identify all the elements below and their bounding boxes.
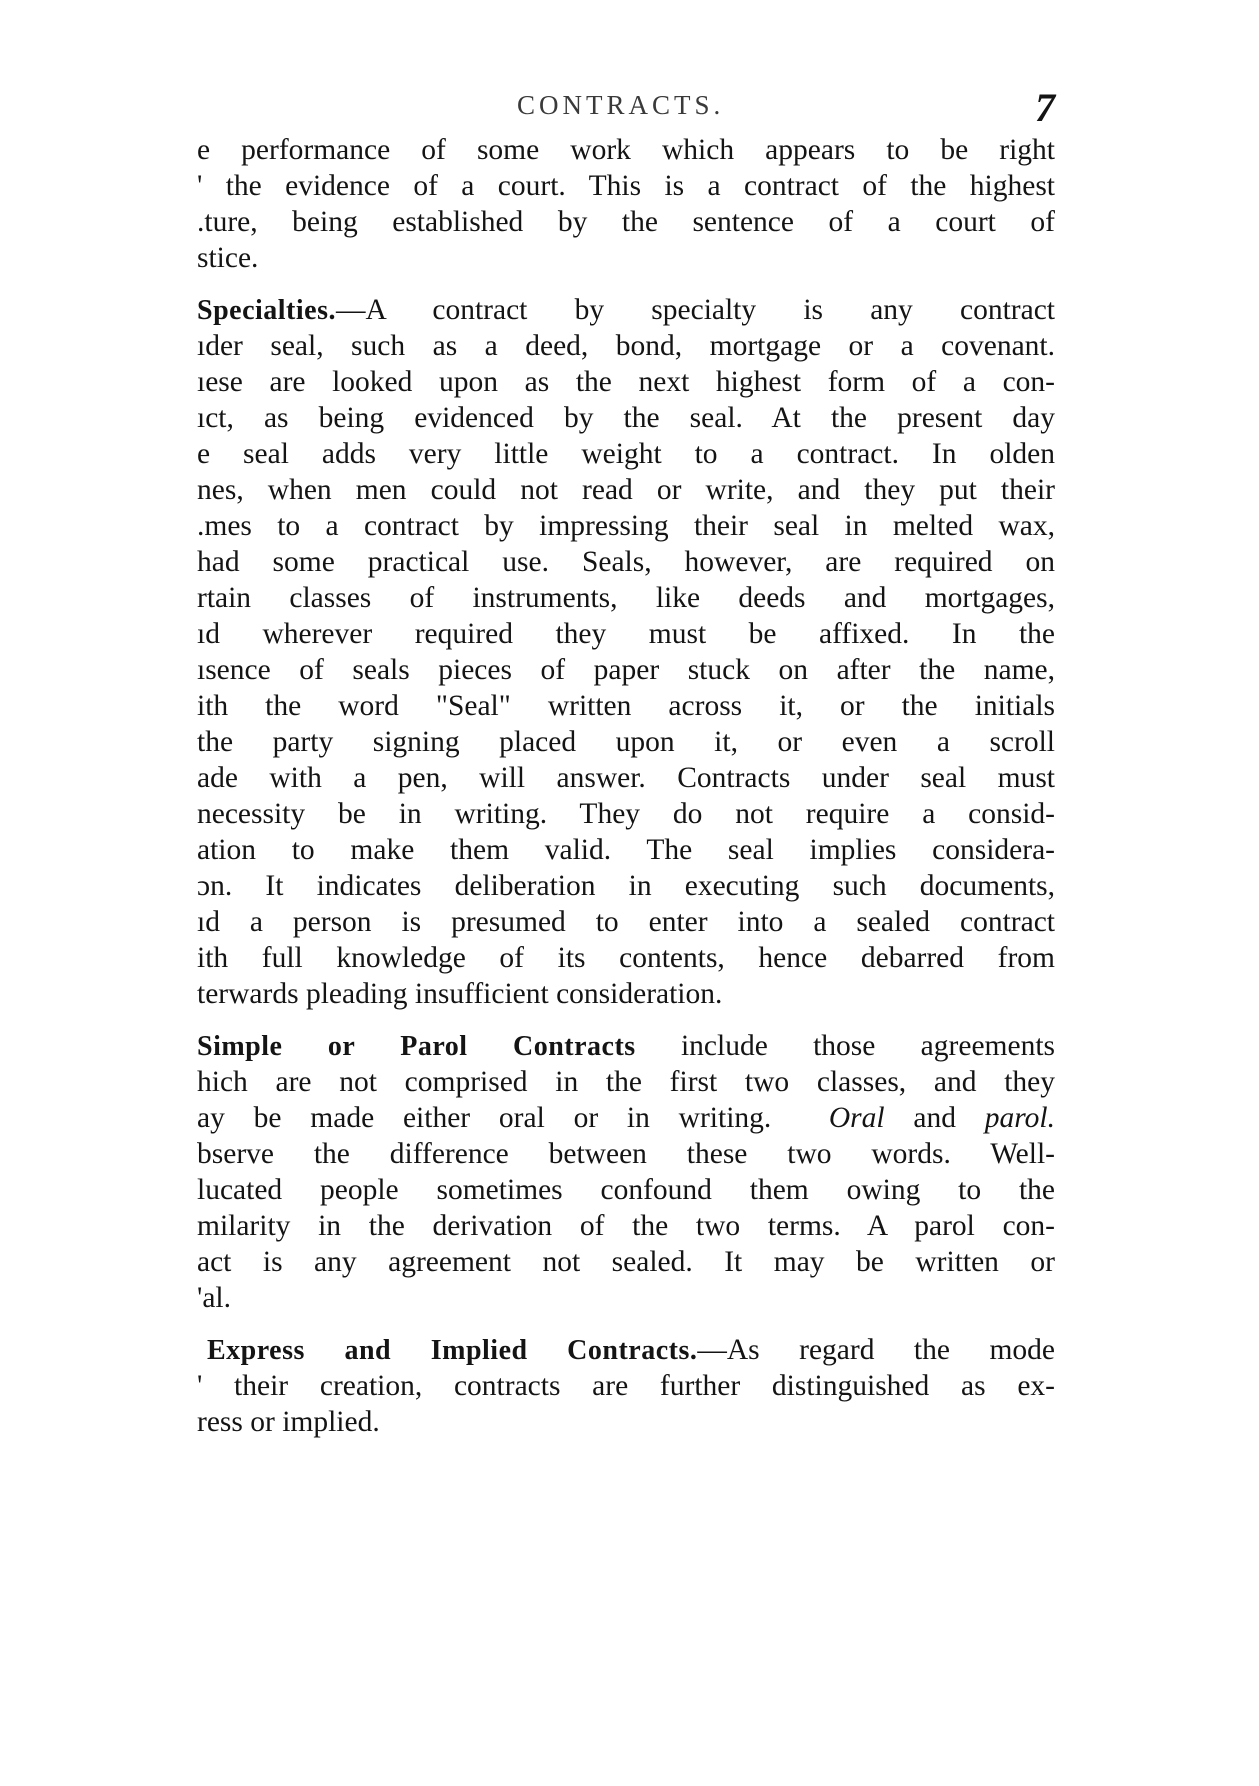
section-heading: Express and Implied Contracts. [207, 1335, 698, 1366]
text-line: had some practical use. Seals, however, are required on [197, 546, 1055, 578]
text-line: hich are not comprised in the first two classes, and they [197, 1066, 1055, 1098]
text-line: 'al. [197, 1282, 231, 1314]
text-line: bserve the difference between these two words. Well- [197, 1138, 1055, 1170]
section-heading: Specialties. [197, 295, 336, 326]
text-line: ıder seal, such as a deed, bond, mortgage or a covenant. [197, 330, 1055, 362]
italic-term-oral: Oral [828, 1102, 885, 1134]
text-line: ith full knowledge of its contents, hence debarred from [197, 942, 1055, 974]
text-line: ıct, as being evidenced by the seal. At the present day [197, 402, 1055, 434]
text-line: rtain classes of instruments, like deeds and mortgages, [197, 582, 1055, 614]
text-line: .mes to a contract by impressing their seal in melted wax, [197, 510, 1055, 542]
text-line: ' their creation, contracts are further distinguished as ex- [197, 1370, 1055, 1402]
running-head: CONTRACTS. [517, 90, 725, 120]
text-line [197, 290, 1055, 330]
text-line: stice. [197, 242, 259, 274]
text-run: ay be made either oral or in writing. [197, 1102, 772, 1134]
text-line: ɔn. It indicates deliberation in executing such documents, [197, 870, 1055, 902]
text-run: —As regard the mode [697, 1334, 1055, 1366]
text-line: lucated people sometimes confound them owing to the [197, 1174, 1055, 1206]
text-line: ısence of seals pieces of paper stuck on after the name, [197, 654, 1055, 686]
text-line [197, 1098, 1055, 1138]
text-line: ation to make them valid. The seal implies considera- [197, 834, 1055, 866]
text-line [197, 1026, 1055, 1066]
text-line: e seal adds very little weight to a contract. In olden [197, 438, 1055, 470]
text-line: terwards pleading insufficient consideration. [197, 978, 723, 1010]
text-line [207, 1330, 1055, 1370]
text-line: act is any agreement not sealed. It may be written or [197, 1246, 1055, 1278]
text-line: milarity in the derivation of the two terms. A parol con- [197, 1210, 1055, 1242]
text-run: include those agreements [635, 1030, 1056, 1062]
text-line: ıd wherever required they must be affixed. In the [197, 618, 1055, 650]
text-line: ıese are looked upon as the next highest form of a con- [197, 366, 1055, 398]
text-line: ' the evidence of a court. This is a contract of the highest [197, 170, 1055, 202]
text-run: and [884, 1102, 985, 1134]
text-line: ress or implied. [197, 1406, 380, 1438]
text-line: .ture, being established by the sentence of a court of [197, 206, 1055, 238]
text-run: —A contract by specialty is any contract [336, 294, 1055, 326]
text-line: the party signing placed upon it, or even a scroll [197, 726, 1055, 758]
section-heading: Simple or Parol Contracts [197, 1031, 636, 1062]
text-line: ith the word "Seal" written across it, or the initials [197, 690, 1055, 722]
page-number: 7 [1035, 85, 1055, 130]
italic-term-parol: parol. [984, 1102, 1055, 1134]
text-line: e performance of some work which appears to be right [197, 134, 1055, 166]
text-line: ade with a pen, will answer. Contracts under seal must [197, 762, 1055, 794]
text-line: ıd a person is presumed to enter into a sealed contract [197, 906, 1055, 938]
text-line: nes, when men could not read or write, and they put their [197, 474, 1055, 506]
text-line: necessity be in writing. They do not require a consid- [197, 798, 1055, 830]
